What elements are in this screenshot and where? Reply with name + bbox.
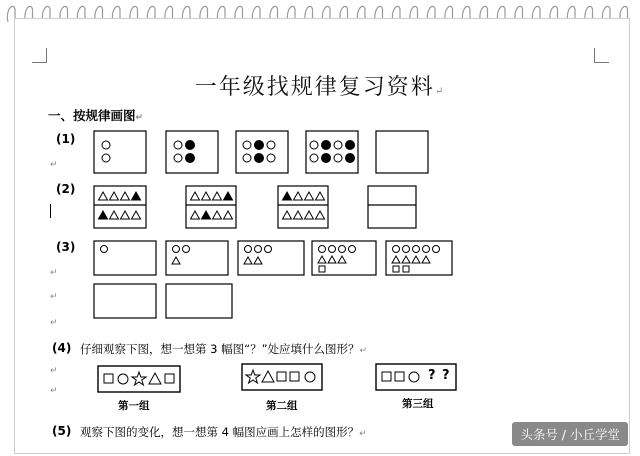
watermark: 头条号 / 小丘学堂 — [512, 422, 628, 446]
problem-4-label: (4) — [52, 341, 72, 355]
group-3-label: 第三组 — [402, 398, 434, 410]
paragraph-mark: ↵ — [50, 366, 58, 376]
crop-mark-top-right — [594, 48, 609, 63]
group-2-label: 第二组 — [266, 400, 298, 412]
problem-3-figures — [90, 238, 470, 322]
problem-2-label: (2) — [56, 182, 76, 196]
paragraph-mark: ↵ — [50, 318, 58, 328]
group-1-label: 第一组 — [118, 400, 150, 412]
problem-1-figures — [90, 128, 450, 176]
paragraph-mark: ↵ — [50, 292, 58, 302]
paragraph-mark: ↵ — [50, 268, 58, 278]
group-1-figure — [96, 364, 184, 396]
problem-5-label: (5) — [52, 424, 72, 438]
section-heading: 一、按规律画图↵ — [48, 108, 144, 123]
text-cursor — [50, 204, 51, 218]
problem-5-question: 观察下图的变化，想一想第 4 幅图应画上怎样的图形？↵ — [80, 425, 367, 439]
problem-1-label: (1) — [56, 132, 76, 146]
group-3-unknown-2: ? — [442, 368, 450, 383]
page-title: 一年级找规律复习资料↵ — [194, 75, 446, 100]
paragraph-mark: ↵ — [50, 386, 58, 396]
group-2-figure — [240, 362, 326, 394]
problem-3-label: (3) — [56, 240, 76, 254]
problem-4-question: 仔细观察下图，想一想第 3 幅图“？”处应填什么图形？↵ — [80, 342, 368, 356]
crop-mark-top-left — [32, 48, 47, 63]
paragraph-mark: ↵ — [50, 160, 58, 170]
problem-2-figures — [90, 183, 430, 231]
group-3-unknown-1: ? — [428, 368, 436, 383]
